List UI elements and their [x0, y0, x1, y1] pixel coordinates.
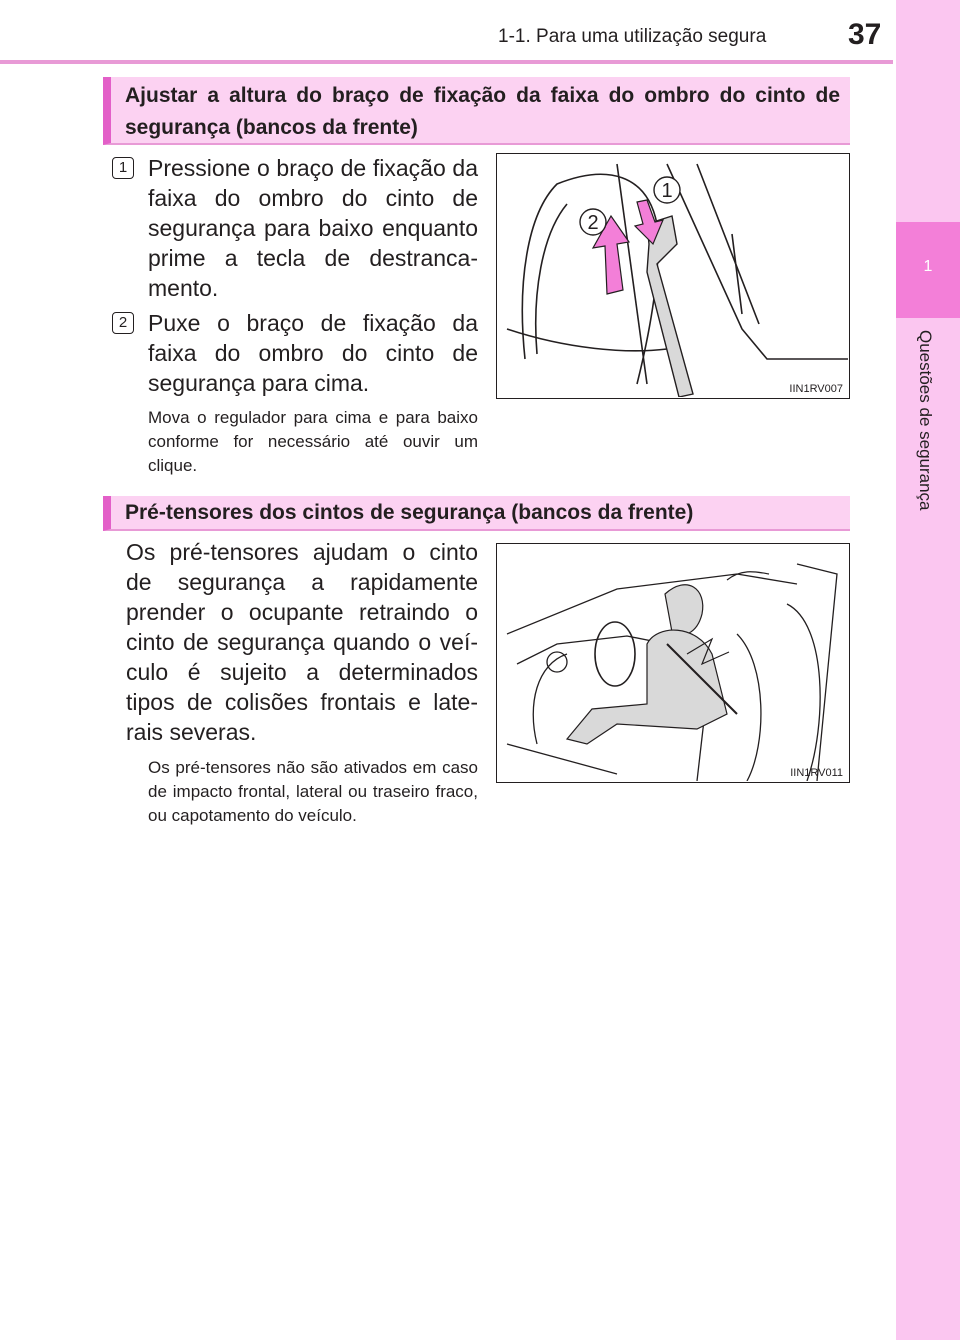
- figure-code: IIN1RV007: [789, 383, 843, 395]
- section-heading-pretensioners: Pré-tensores dos cintos de segurança (bancos da frente): [103, 496, 850, 531]
- figure-code: IIN1RV011: [790, 767, 843, 779]
- pretensioner-illustration: [496, 543, 850, 783]
- adjust-note: Mova o regulador para cima e para baixo conforme for necessário até ouvir um clique.: [148, 408, 478, 475]
- header-rule: [0, 60, 893, 64]
- vehicle-interior-drawing: [497, 544, 848, 781]
- callout-1: 1: [661, 180, 673, 202]
- seatbelt-anchor-drawing: [497, 154, 848, 397]
- step-text: Pressione o braço de fixação da faixa do ombro do cinto de segurança para baixo enquanto prime a tecla de destranca-mento.: [148, 155, 478, 301]
- step-number-badge: 1: [112, 157, 134, 179]
- chapter-number: 1: [923, 258, 933, 275]
- step-number-badge: 2: [112, 312, 134, 334]
- page-number: 37: [848, 18, 882, 51]
- chapter-side-tab: [896, 0, 960, 1340]
- callout-2: 2: [587, 212, 599, 234]
- running-header: 1-1. Para uma utilização segura: [498, 26, 767, 47]
- section-heading-shoulder-anchor: Ajustar a altura do braço de fixação da faixa do ombro do cinto de segurança (bancos da frente): [103, 77, 850, 145]
- pretensioner-paragraph: Os pré-tensores ajudam o cinto de segurança a rapidamente prender o ocupante retraindo o cinto de segurança quando o veí-culo é sujeito a determinados tipos de colisões frontais e late-rais severas.: [126, 539, 478, 745]
- pretensioner-note: Os pré-tensores não são ativados em caso de impacto frontal, lateral ou traseiro fraco, ou capotamento do veículo.: [148, 758, 478, 825]
- shoulder-anchor-illustration: [496, 153, 850, 399]
- step-2: [112, 308, 478, 398]
- chapter-title: Questões de segurança: [916, 330, 935, 511]
- step-text: Puxe o braço de fixação da faixa do ombro do cinto de segurança para cima.: [148, 310, 478, 396]
- step-1: [112, 153, 478, 303]
